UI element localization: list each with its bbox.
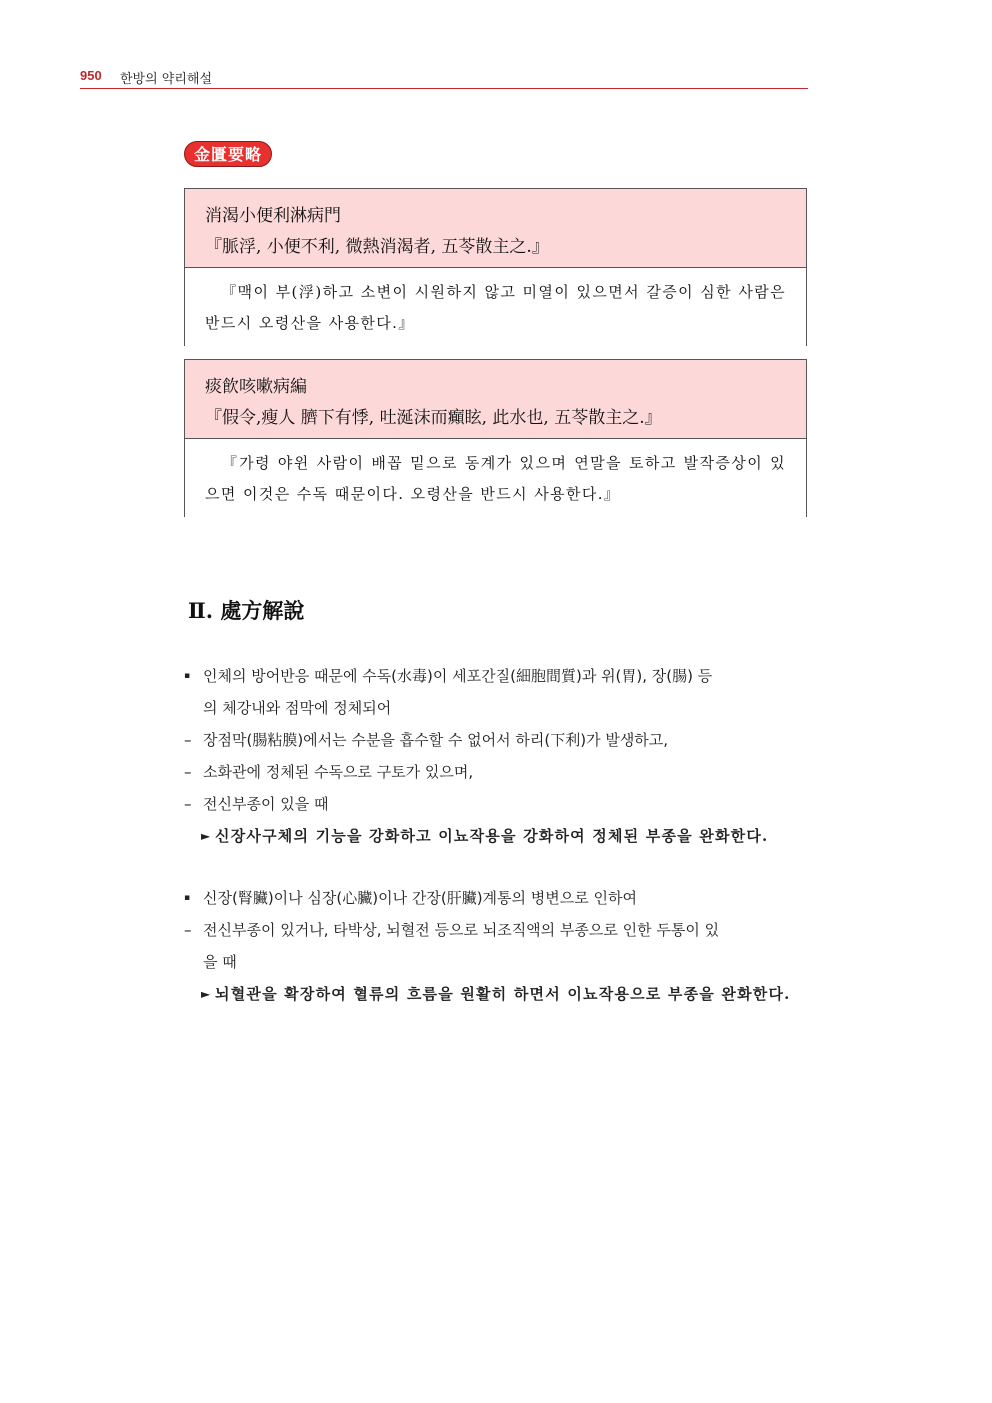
quote-chapter: 消渴小便利淋病門 [205, 206, 341, 226]
dash-item [184, 914, 808, 946]
quote-box [184, 188, 807, 346]
page-number: 950 [80, 68, 102, 83]
arrow-marker: ► [201, 987, 212, 1001]
dash-text: 소화관에 정체된 수독으로 구토가 있으며, [203, 763, 474, 781]
continuation-text: 을 때 [203, 953, 237, 971]
bullet-continuation [184, 692, 808, 724]
conclusion-text: 신장사구체의 기능을 강화하고 이뇨작용을 강화하여 정체된 부종을 완화한다. [215, 827, 769, 845]
dash-text: 전신부종이 있을 때 [203, 795, 329, 813]
bullet-marker: ▪ [184, 671, 191, 681]
quote-box [184, 359, 807, 517]
dash-item [184, 724, 808, 756]
prescription-explanation [184, 660, 808, 1010]
conclusion-item [184, 978, 808, 1010]
dash-marker: – [184, 763, 192, 781]
bullet-marker: ▪ [184, 893, 191, 903]
quote-original [185, 189, 806, 268]
dash-item [184, 756, 808, 788]
bullet-text: 인체의 방어반응 때문에 수독(水毒)이 세포간질(細胞間質)과 위(胃), 장(腸) 등 [203, 667, 713, 685]
dash-marker: – [184, 921, 192, 939]
translation-text: 『맥이 부(浮)하고 소변이 시원하지 않고 미열이 있으면서 갈증이 심한 사람은 반드시 오령산을 사용한다.』 [205, 283, 786, 332]
dash-marker: – [184, 731, 192, 749]
quote-chapter: 痰飮咳嗽病編 [205, 377, 307, 397]
conclusion-text: 뇌혈관을 확장하여 혈류의 흐름을 원활히 하면서 이뇨작용으로 부종을 완화한다. [215, 985, 791, 1003]
quote-original [185, 360, 806, 439]
bullet-item [184, 660, 808, 692]
dash-item [184, 788, 808, 820]
dash-text: 장점막(腸粘膜)에서는 수분을 흡수할 수 없어서 하리(下利)가 발생하고, [203, 731, 669, 749]
source-badge: 金匱要略 [184, 141, 272, 167]
section-title: Ⅱ. 處方解說 [188, 598, 305, 623]
bullet-text: 신장(腎臟)이나 심장(心臟)이나 간장(肝臟)계통의 병변으로 인하여 [203, 889, 637, 907]
page-header [80, 66, 808, 89]
arrow-marker: ► [201, 829, 212, 843]
dash-text: 전신부종이 있거나, 타박상, 뇌혈전 등으로 뇌조직액의 부종으로 인한 두통이 있 [203, 921, 720, 939]
book-title: 한방의 약리해설 [120, 72, 213, 87]
quote-text: 『脈浮, 小便不利, 微熱消渴者, 五苓散主之.』 [205, 237, 549, 257]
conclusion-item [184, 820, 808, 852]
dash-marker: – [184, 795, 192, 813]
continuation-text: 의 체강내와 점막에 정체되어 [203, 699, 392, 717]
dash-continuation [184, 946, 808, 978]
quote-text: 『假令,瘦人 臍下有悸, 吐涎沫而癲眩, 此水也, 五苓散主之.』 [205, 408, 662, 428]
bullet-item [184, 882, 808, 914]
translation-text: 『가령 야윈 사람이 배꼽 밑으로 동계가 있으며 연말을 토하고 발작증상이 있으면 이것은 수독 때문이다. 오령산을 반드시 사용한다.』 [205, 454, 786, 503]
quote-translation [185, 439, 806, 520]
quote-translation [185, 268, 806, 349]
